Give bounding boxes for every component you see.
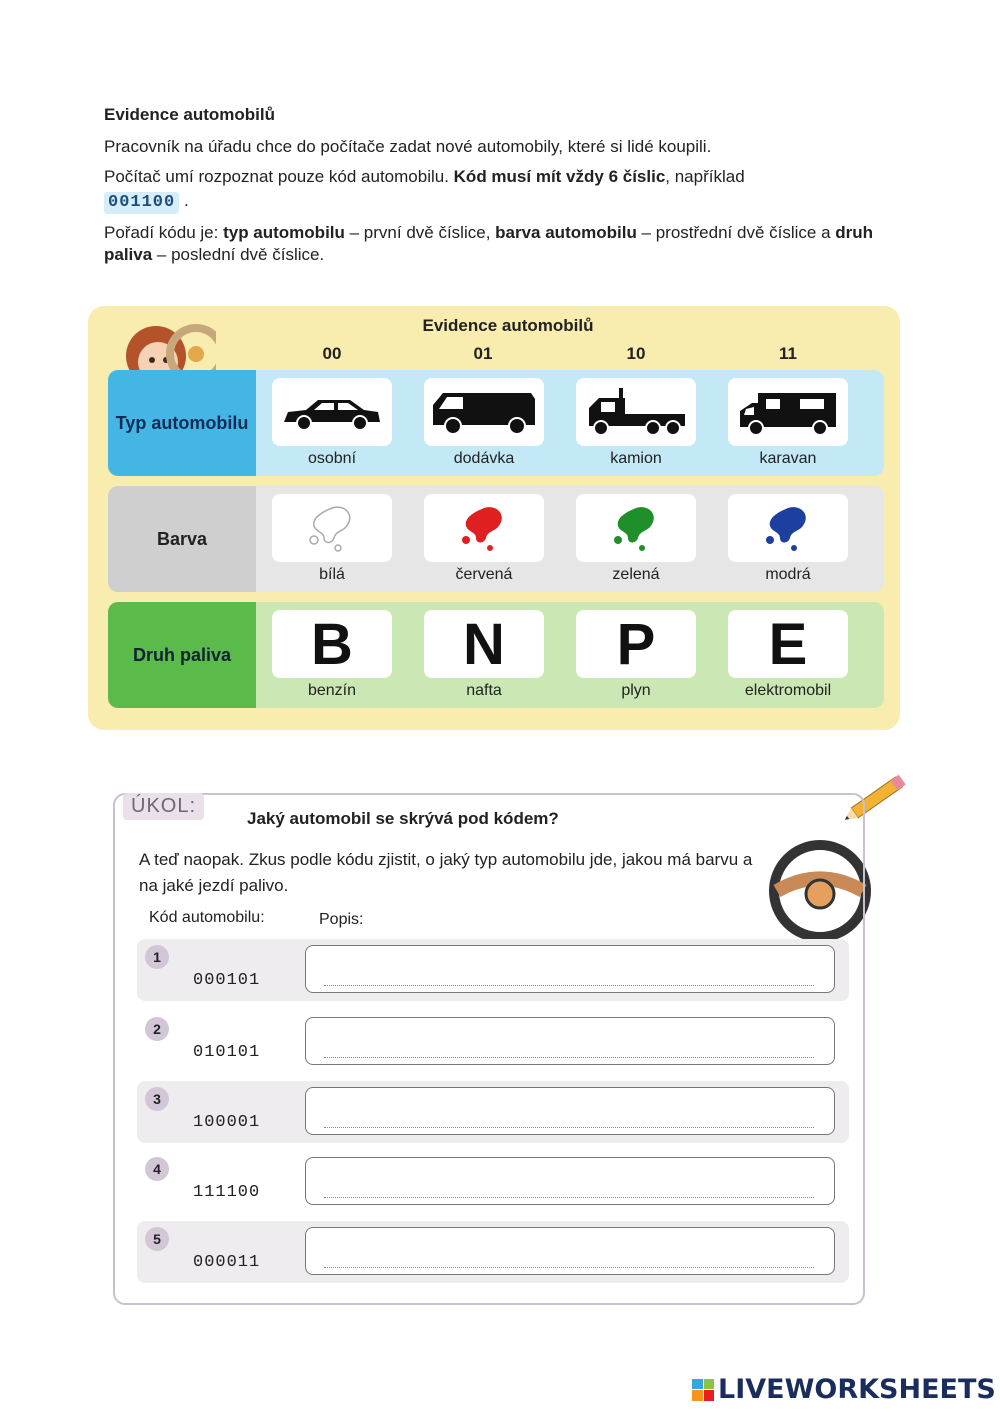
intro-heading: Evidence automobilů bbox=[104, 105, 275, 124]
cell-plyn bbox=[576, 610, 696, 704]
green-paint-splash-icon bbox=[606, 498, 666, 558]
task-title: Jaký automobil se skrývá pod kódem? bbox=[247, 809, 559, 828]
fuel-card bbox=[424, 610, 544, 678]
cell-label: zelená bbox=[612, 566, 660, 583]
row-label: Druh paliva bbox=[108, 602, 256, 708]
car-card bbox=[728, 378, 848, 446]
fuel-letter: E bbox=[768, 611, 808, 677]
red-paint-splash-icon bbox=[454, 498, 514, 558]
bold-fragment: Kód musí mít vždy 6 číslic bbox=[453, 167, 666, 186]
row-fuel bbox=[108, 602, 884, 708]
answer-box bbox=[305, 945, 835, 993]
intro-paragraph-1: Pracovník na úřadu chce do počítače zadat nové automobily, které si lidé koupili. bbox=[104, 137, 712, 156]
code-table bbox=[88, 306, 900, 730]
intro-paragraph-2 bbox=[104, 166, 884, 214]
row-color bbox=[108, 486, 884, 592]
answer-box bbox=[305, 1017, 835, 1065]
fuel-card bbox=[272, 610, 392, 678]
text-fragment: – první dvě číslice, bbox=[344, 223, 496, 242]
cell-label: nafta bbox=[466, 682, 502, 699]
question-number: 4 bbox=[145, 1157, 169, 1181]
row-body bbox=[256, 486, 884, 592]
cell-label: elektromobil bbox=[744, 682, 832, 699]
cell-elektromobil bbox=[728, 610, 848, 704]
question-number: 3 bbox=[145, 1087, 169, 1111]
question-code: 111100 bbox=[193, 1183, 261, 1202]
question-number: 1 bbox=[145, 945, 169, 969]
answer-box bbox=[305, 1157, 835, 1205]
color-card bbox=[576, 494, 696, 562]
question-row bbox=[137, 1011, 849, 1073]
row-car-type bbox=[108, 370, 884, 476]
row-body bbox=[256, 602, 884, 708]
cell-karavan bbox=[728, 378, 848, 472]
cell-dodavka bbox=[424, 378, 544, 472]
cell-kamion bbox=[576, 378, 696, 472]
blue-paint-splash-icon bbox=[758, 498, 818, 558]
cell-bila bbox=[272, 494, 392, 588]
text-fragment: Počítač umí rozpoznat pouze kód automobilu. bbox=[104, 167, 454, 186]
white-paint-splash-icon bbox=[302, 498, 362, 558]
answer-input-1[interactable] bbox=[324, 968, 814, 986]
column-header: 00 bbox=[322, 344, 342, 363]
column-header: 11 bbox=[779, 344, 797, 363]
text-fragment: . bbox=[183, 191, 189, 210]
example-code: 001100 bbox=[104, 192, 179, 214]
fuel-letter: P bbox=[616, 611, 656, 677]
cell-label: modrá bbox=[765, 566, 811, 583]
color-card bbox=[424, 494, 544, 562]
cell-label: bílá bbox=[319, 566, 345, 583]
text-fragment: – poslední dvě číslice. bbox=[152, 245, 325, 264]
cell-label: kamion bbox=[610, 450, 662, 467]
answer-input-2[interactable] bbox=[324, 1040, 814, 1058]
column-label-code: Kód automobilu: bbox=[149, 909, 265, 926]
cell-label: dodávka bbox=[453, 450, 515, 467]
cell-label: červená bbox=[455, 566, 513, 583]
color-card bbox=[728, 494, 848, 562]
question-row bbox=[137, 939, 849, 1001]
bold-fragment: druh paliva bbox=[104, 223, 874, 264]
question-code: 000101 bbox=[193, 971, 261, 990]
car-card bbox=[576, 378, 696, 446]
text-fragment: , například bbox=[665, 167, 745, 186]
intro-section bbox=[104, 104, 884, 274]
bold-fragment: barva automobilu bbox=[495, 223, 637, 242]
row-label: Barva bbox=[108, 486, 256, 592]
cell-nafta bbox=[424, 610, 544, 704]
question-row bbox=[137, 1151, 849, 1213]
answer-box bbox=[305, 1227, 835, 1275]
intro-paragraph-3 bbox=[104, 222, 884, 266]
fuel-card bbox=[728, 610, 848, 678]
sedan-icon bbox=[280, 392, 384, 432]
text-fragment: – prostřední dvě číslice a bbox=[636, 223, 836, 242]
column-header: 10 bbox=[626, 344, 646, 363]
cell-osobni bbox=[272, 378, 392, 472]
car-card bbox=[272, 378, 392, 446]
task-instructions: A teď naopak. Zkus podle kódu zjistit, o jaký typ automobilu jde, jakou má barvu a na jaké jezdí palivo. bbox=[139, 850, 753, 895]
brand-logo-icon bbox=[692, 1379, 714, 1401]
cell-label: plyn bbox=[621, 682, 651, 699]
cell-benzin bbox=[272, 610, 392, 704]
task-badge: ÚKOL: bbox=[123, 793, 204, 820]
column-header: 01 bbox=[473, 344, 493, 363]
cell-cervena bbox=[424, 494, 544, 588]
answer-input-3[interactable] bbox=[324, 1110, 814, 1128]
truck-icon bbox=[581, 386, 691, 438]
fuel-letter: N bbox=[463, 611, 505, 677]
question-row bbox=[137, 1221, 849, 1283]
answer-box bbox=[305, 1087, 835, 1135]
color-card bbox=[272, 494, 392, 562]
row-body bbox=[256, 370, 884, 476]
cell-label: benzín bbox=[307, 682, 357, 699]
caravan-icon bbox=[736, 387, 840, 437]
table-title: Evidence automobilů bbox=[422, 316, 594, 335]
cell-zelena bbox=[576, 494, 696, 588]
van-icon bbox=[429, 389, 539, 435]
question-code: 010101 bbox=[193, 1043, 261, 1062]
car-card bbox=[424, 378, 544, 446]
cell-label: osobní bbox=[307, 450, 357, 467]
cell-label: karavan bbox=[759, 450, 817, 467]
task-section bbox=[113, 793, 865, 1305]
question-code: 100001 bbox=[193, 1113, 261, 1132]
fuel-card bbox=[576, 610, 696, 678]
row-label: Typ automobilu bbox=[108, 370, 256, 476]
fuel-letter: B bbox=[311, 611, 353, 677]
question-number: 2 bbox=[145, 1017, 169, 1041]
column-label-description: Popis: bbox=[319, 911, 364, 928]
text-fragment: Pořadí kódu je: bbox=[104, 223, 224, 242]
question-code: 000011 bbox=[193, 1253, 261, 1272]
liveworksheets-logo bbox=[692, 1374, 996, 1405]
question-row bbox=[137, 1081, 849, 1143]
cell-modra bbox=[728, 494, 848, 588]
answer-input-4[interactable] bbox=[324, 1180, 814, 1198]
brand-text: LIVEWORKSHEETS bbox=[718, 1374, 996, 1405]
bold-fragment: typ automobilu bbox=[223, 223, 345, 242]
answer-input-5[interactable] bbox=[324, 1250, 814, 1268]
question-number: 5 bbox=[145, 1227, 169, 1251]
